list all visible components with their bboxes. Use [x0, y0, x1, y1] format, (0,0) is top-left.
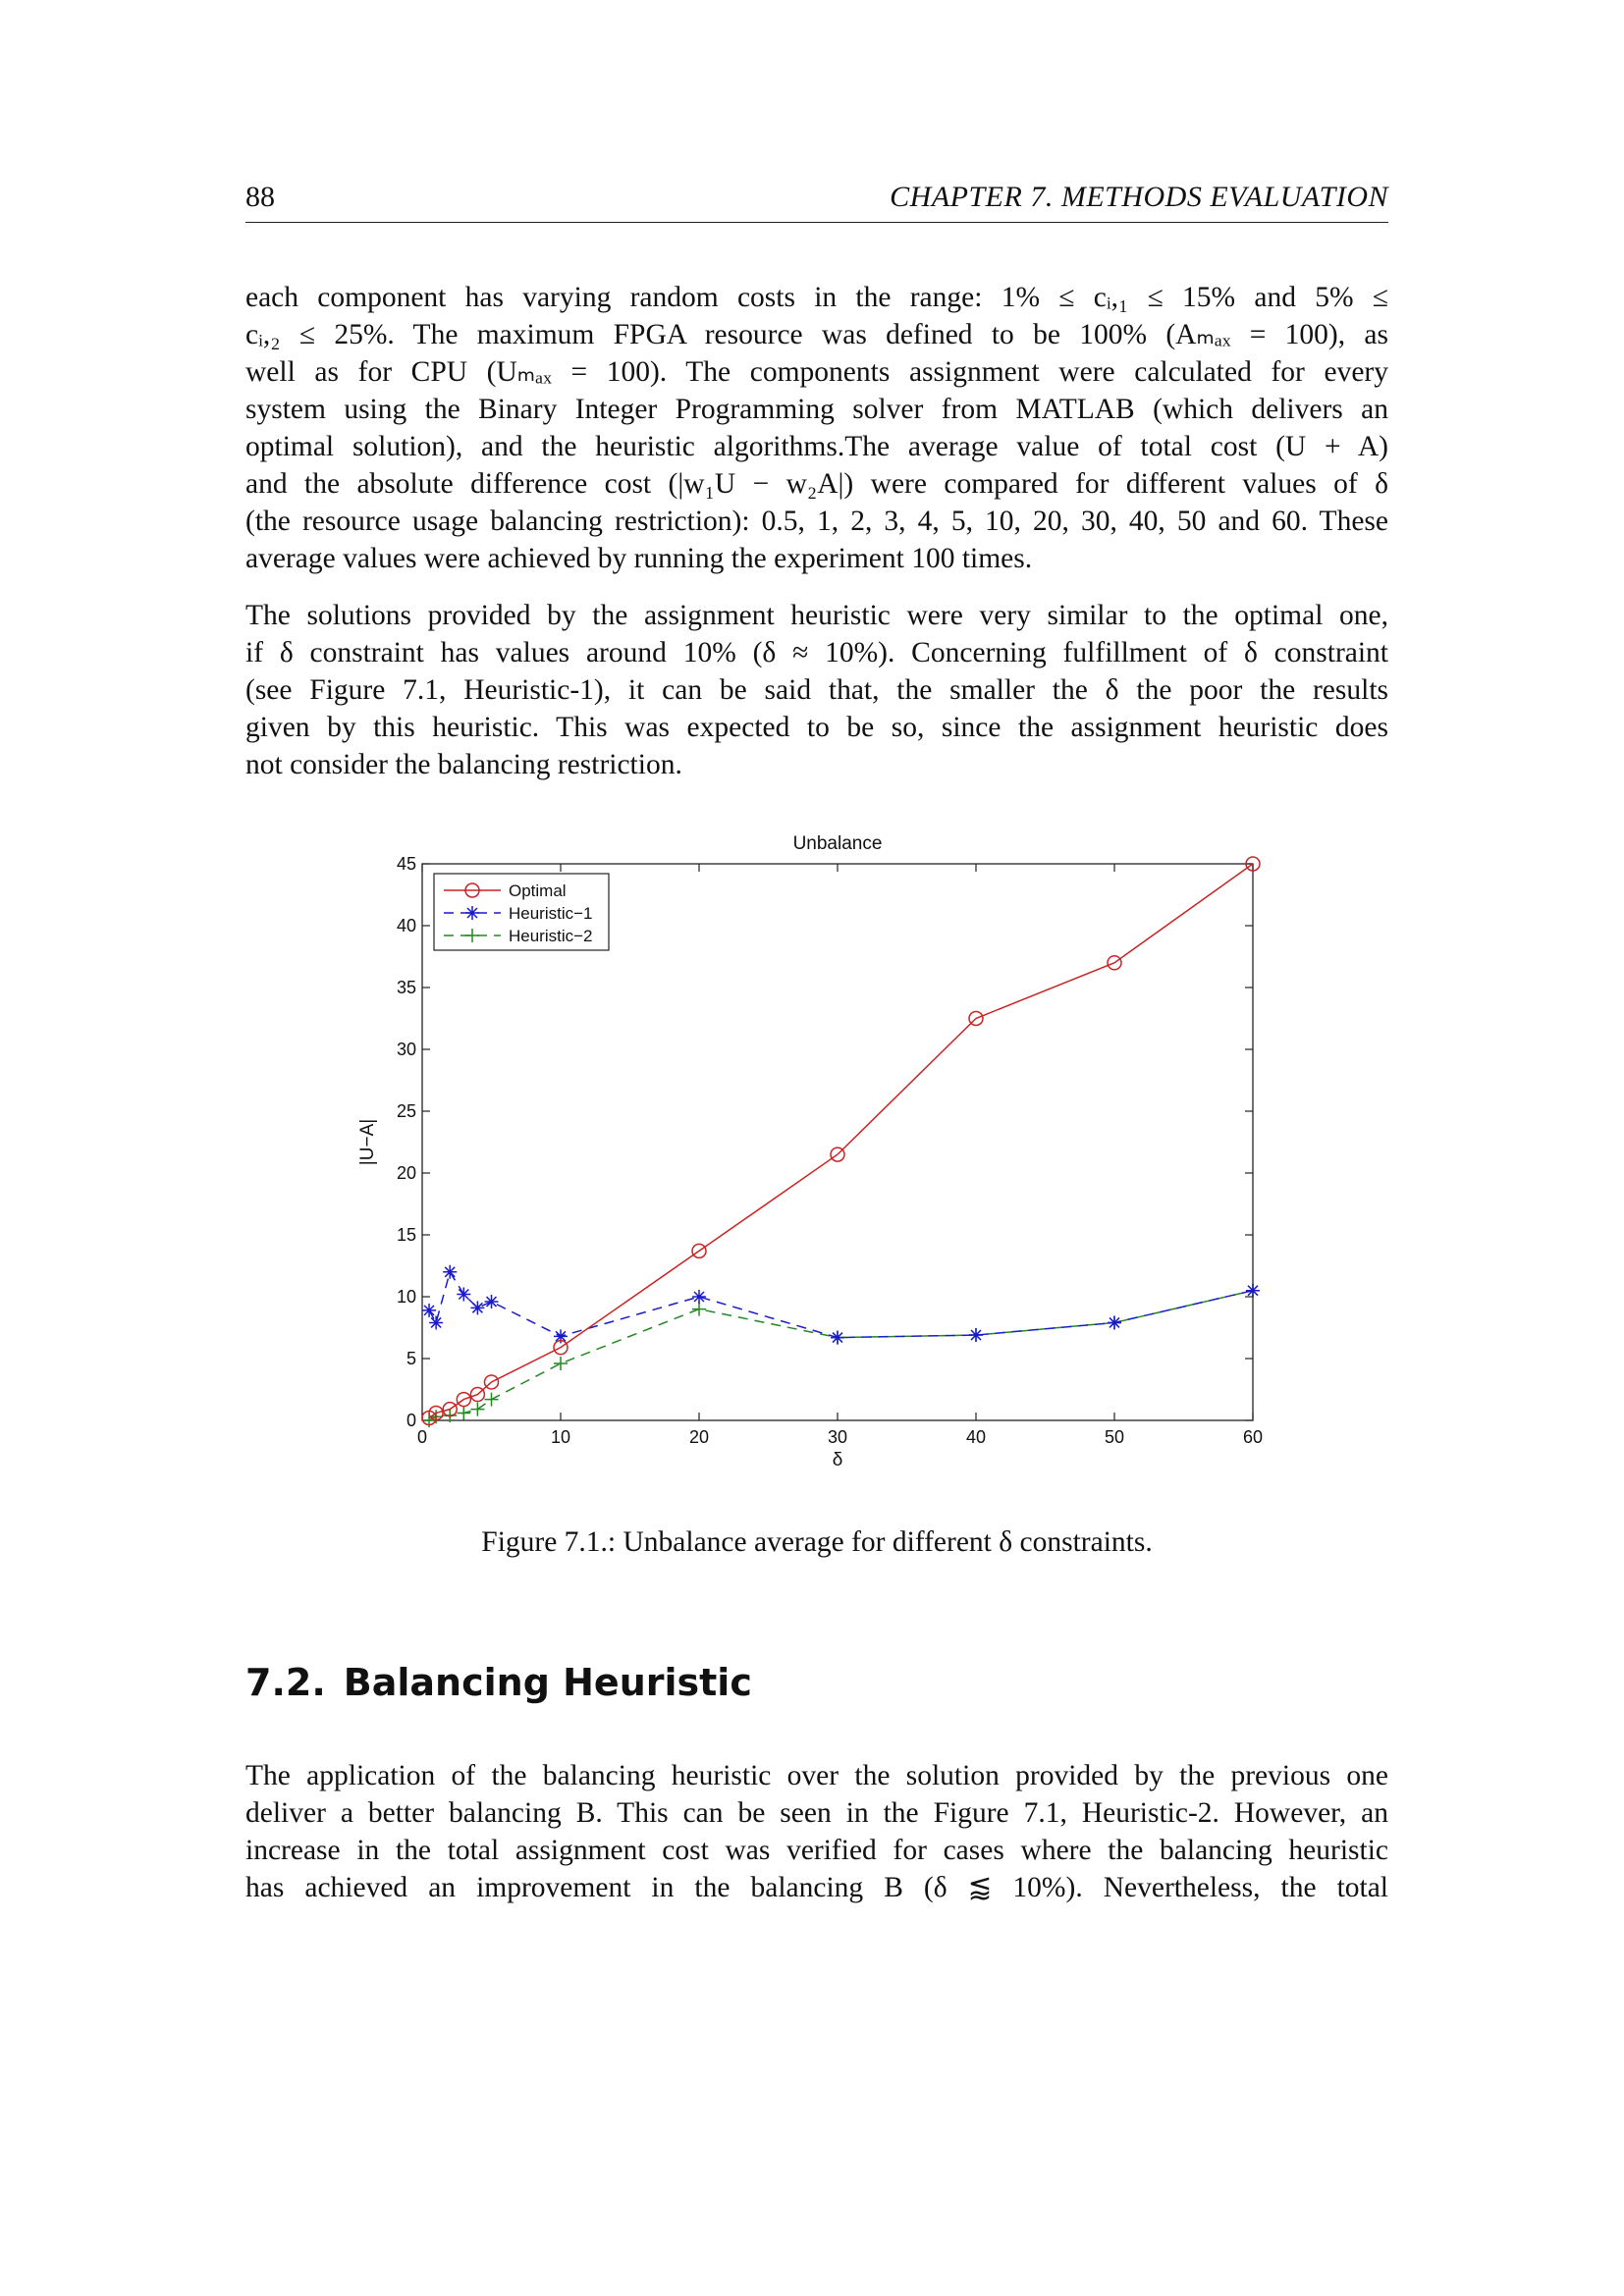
y-tick-label: 0 [406, 1411, 416, 1430]
data-point-asterisk [422, 1304, 436, 1317]
paragraph-line: The application of the balancing heuristic over the solution provided by the previous one [245, 1760, 1388, 1791]
chart-title: Unbalance [792, 833, 883, 854]
x-tick-label: 60 [1242, 1427, 1264, 1447]
data-point-asterisk [470, 1301, 484, 1314]
x-axis-label: δ [832, 1450, 843, 1470]
series-line-heuristic-2 [429, 1291, 1253, 1420]
data-point-plus [457, 1406, 470, 1419]
data-point-asterisk [429, 1315, 443, 1329]
data-point-asterisk [485, 1295, 499, 1308]
paragraph-line: well as for CPU (Uₘₐₓ = 100). The components assignment were calculated for every [245, 356, 1388, 388]
paragraph-line: (see Figure 7.1, Heuristic-1), it can be said that, the smaller the δ the poor the results [245, 674, 1388, 706]
paragraph-line: given by this heuristic. This was expected to be so, since the assignment heuristic does [245, 712, 1388, 743]
paragraph-line: optimal solution), and the heuristic algorithms.The average value of total cost (U + A) [245, 431, 1388, 462]
paragraph-line: and the absolute difference cost (|w₁U − w₂A|) were compared for different values of δ [245, 468, 1388, 500]
y-tick-label: 30 [396, 1040, 416, 1059]
y-tick-label: 35 [396, 978, 416, 997]
data-point-asterisk [443, 1265, 457, 1279]
paragraph-1 [245, 279, 1388, 577]
page-number: 88 [245, 181, 275, 213]
paragraph-line: system using the Binary Integer Programming solver from MATLAB (which delivers an [245, 394, 1388, 425]
y-tick-label: 15 [396, 1225, 416, 1245]
x-tick-label: 0 [416, 1427, 428, 1447]
y-axis-label: |U−A| [357, 1118, 378, 1166]
data-point-asterisk [1246, 1284, 1260, 1298]
section-number: 7.2. [245, 1661, 326, 1704]
figure-caption: Figure 7.1.: Unbalance average for different δ constraints. [481, 1526, 1153, 1558]
paragraph-line: not consider the balancing restriction. [245, 749, 682, 780]
data-point-asterisk [969, 1328, 983, 1342]
y-tick-label: 25 [396, 1101, 416, 1121]
y-tick-label: 5 [406, 1349, 416, 1368]
y-tick-label: 45 [396, 854, 416, 874]
y-tick-label: 10 [396, 1287, 416, 1307]
legend-label: Optimal [509, 881, 567, 900]
section-title: Balancing Heuristic [343, 1661, 752, 1704]
data-point-plus [692, 1303, 706, 1316]
paragraph-line: has achieved an improvement in the balancing B (δ ⪅ 10%). Nevertheless, the total [245, 1872, 1388, 1903]
paragraph-line: increase in the total assignment cost was verified for cases where the balancing heuristic [245, 1835, 1388, 1866]
chart-canvas [353, 825, 1286, 1482]
paragraph-line: each component has varying random costs in the range: 1% ≤ cᵢ,₁ ≤ 15% and 5% ≤ [245, 282, 1388, 313]
legend-label: Heuristic−2 [509, 927, 593, 945]
paragraph-3 [245, 1757, 1388, 1906]
paragraph-line: deliver a better balancing B. This can be seen in the Figure 7.1, Heuristic-2. However, an [245, 1797, 1388, 1829]
data-point-asterisk [457, 1287, 470, 1301]
paragraph-line: (the resource usage balancing restriction): 0.5, 1, 2, 3, 4, 5, 10, 20, 30, 40, 50 and 60. These [245, 506, 1388, 537]
data-point-plus [554, 1357, 568, 1370]
data-point-asterisk [1108, 1315, 1121, 1329]
x-tick-label: 50 [1104, 1427, 1125, 1447]
data-point-plus [470, 1403, 484, 1416]
paragraph-line: if δ constraint has values around 10% (δ ≈ 10%). Concerning fulfillment of δ constraint [245, 637, 1388, 668]
section-heading [245, 1661, 752, 1704]
paragraph-line: average values were achieved by running the experiment 100 times. [245, 543, 1033, 574]
chapter-title: CHAPTER 7. METHODS EVALUATION [890, 181, 1388, 213]
y-tick-label: 40 [396, 916, 416, 935]
paragraph-2 [245, 597, 1388, 783]
series-line-heuristic-1 [429, 1272, 1253, 1338]
x-tick-label: 10 [550, 1427, 571, 1447]
paragraph-line: The solutions provided by the assignment heuristic were very similar to the optimal one, [245, 600, 1388, 631]
y-tick-label: 20 [396, 1163, 416, 1183]
data-point-asterisk [465, 906, 479, 920]
unbalance-chart [353, 825, 1286, 1482]
paragraph-line: cᵢ,₂ ≤ 25%. The maximum FPGA resource was defined to be 100% (Aₘₐₓ = 100), as [245, 319, 1388, 350]
legend-label: Heuristic−1 [509, 904, 593, 923]
data-point-asterisk [831, 1331, 844, 1345]
page-header [245, 177, 1388, 223]
data-point-plus [485, 1393, 499, 1407]
x-tick-label: 40 [965, 1427, 987, 1447]
x-tick-label: 30 [827, 1427, 848, 1447]
data-point-asterisk [692, 1290, 706, 1304]
x-tick-label: 20 [688, 1427, 710, 1447]
